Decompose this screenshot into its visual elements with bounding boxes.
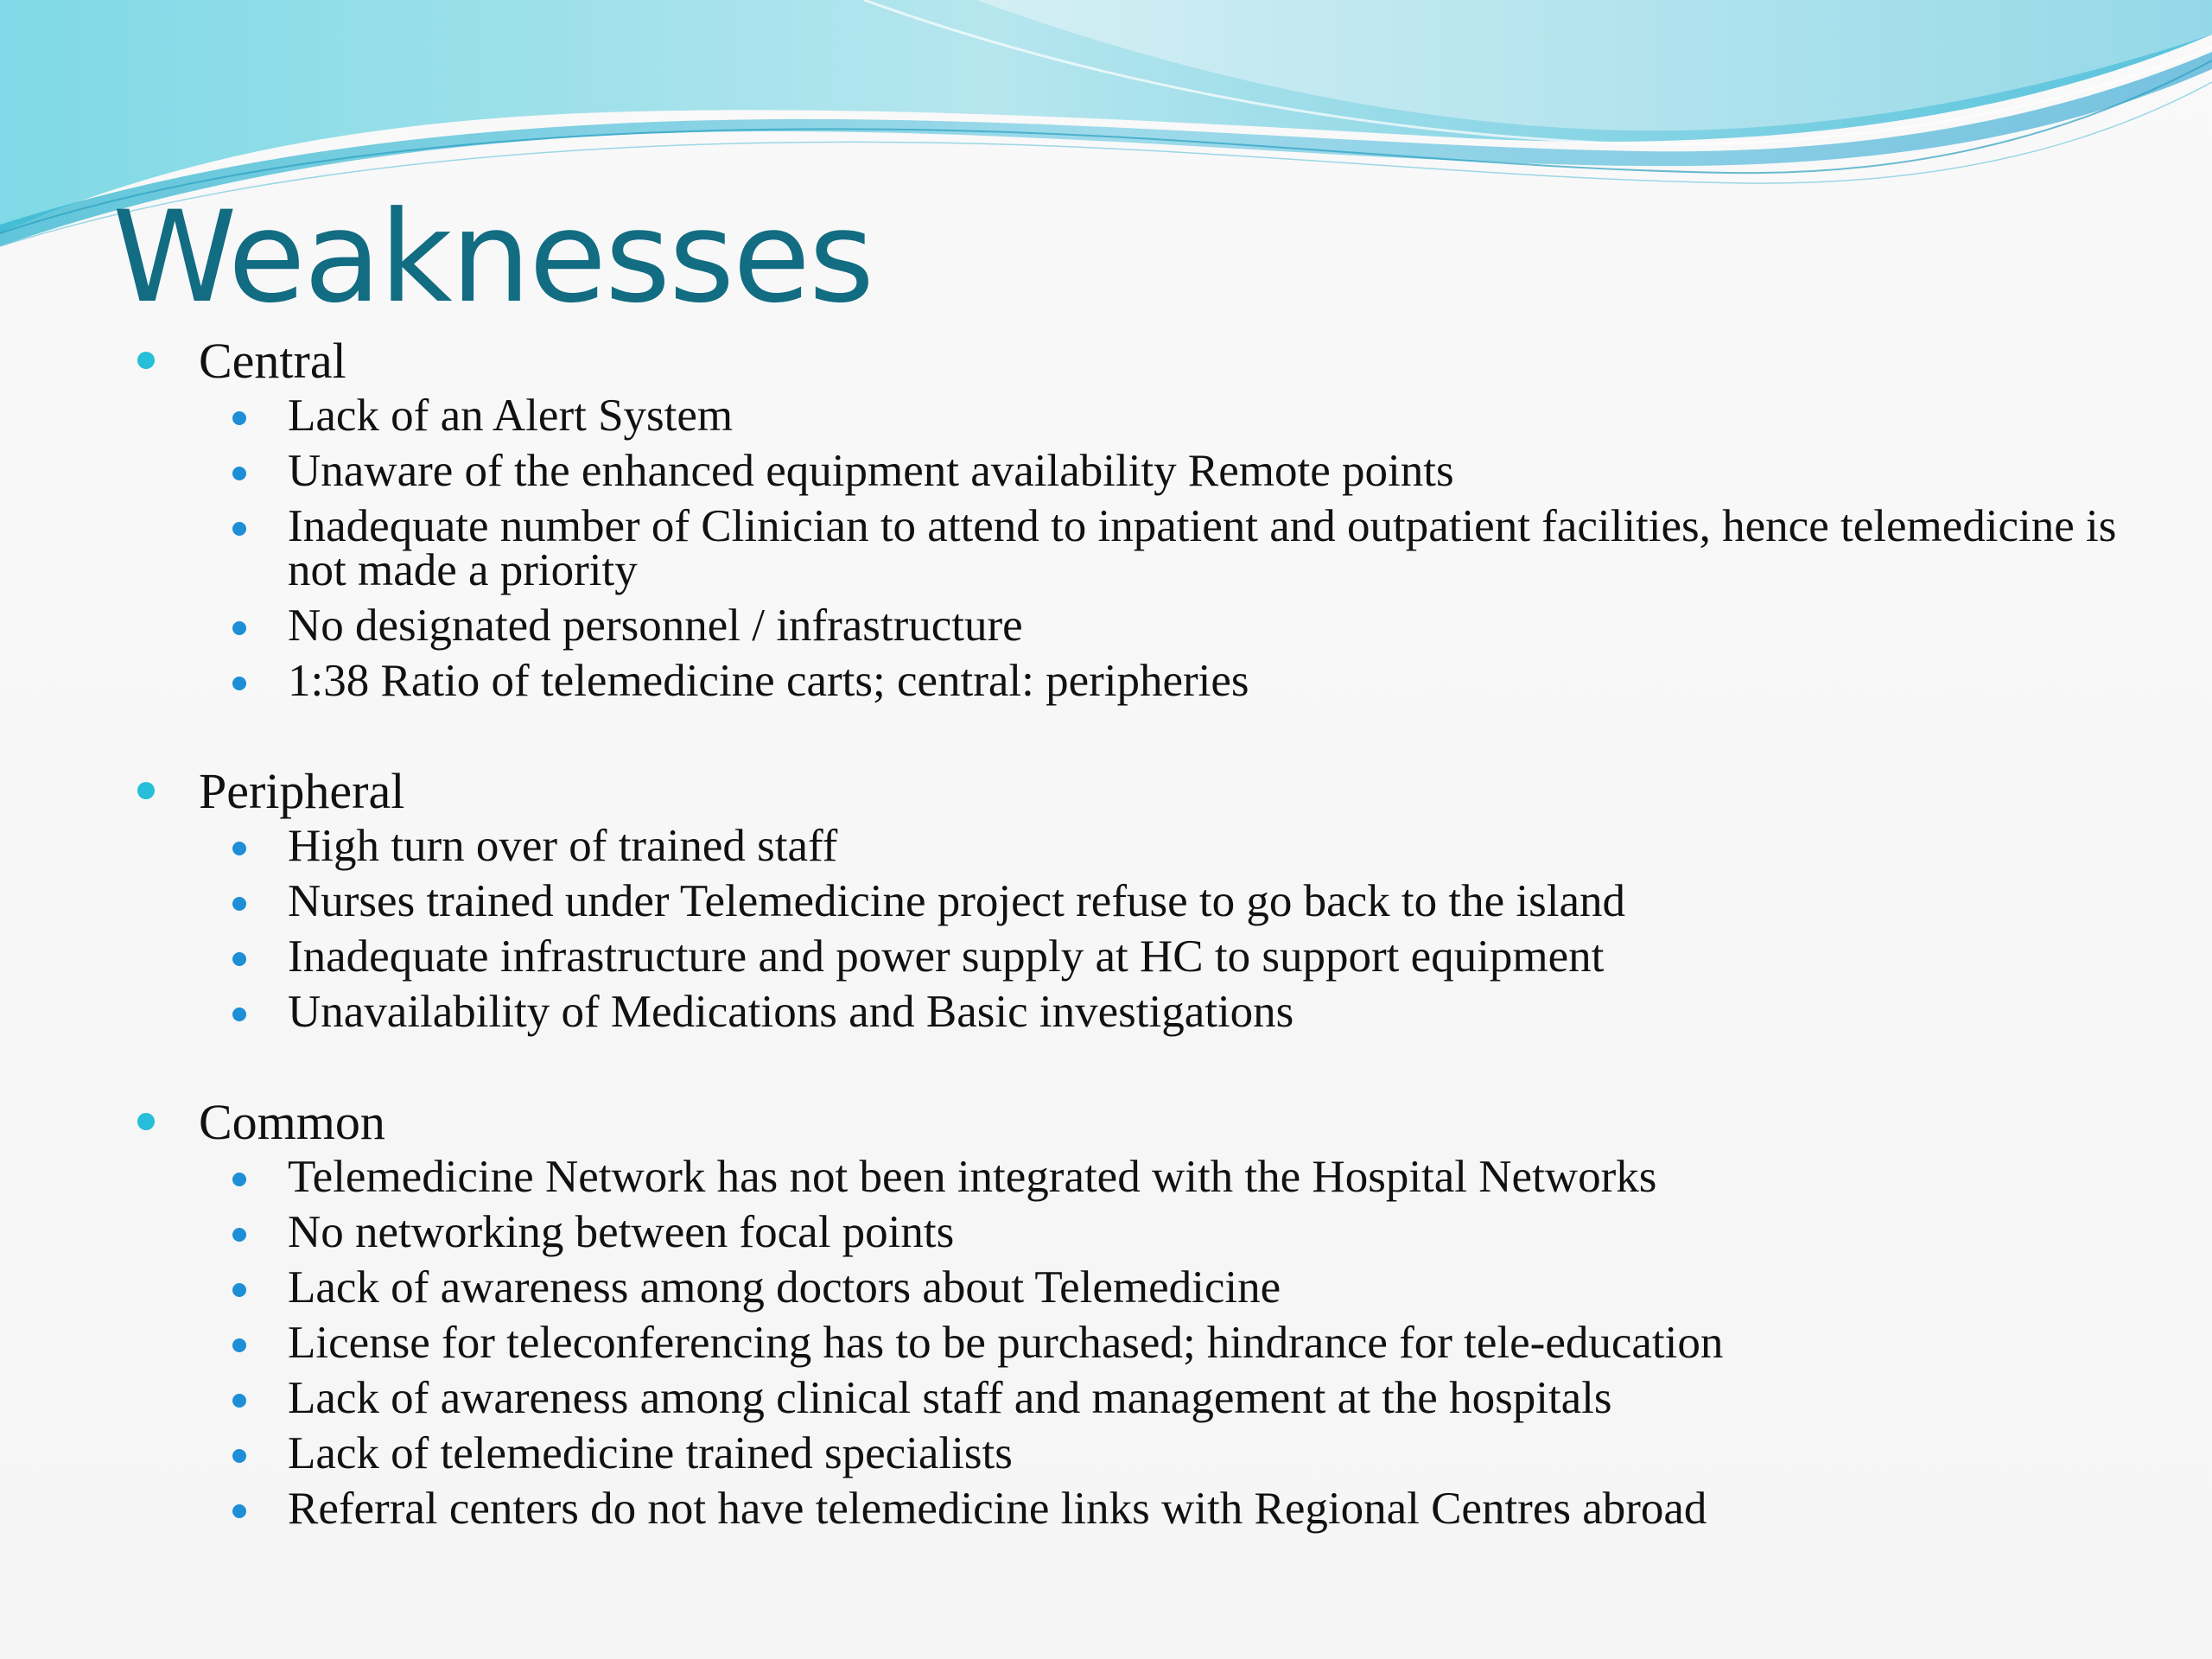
section-heading-text: Peripheral [199,763,405,819]
section-heading-text: Common [199,1094,385,1150]
list-item: Inadequate number of Clinician to attend to inpatient and outpatient facilities, hence telemedicine is not made a priority [130,505,2117,593]
section-central [130,332,2117,706]
section-peripheral [130,762,2117,1037]
list-item: 1:38 Ratio of telemedicine carts; central: peripheries [130,659,2117,703]
sub-bullet-icon [232,842,246,855]
section-heading [130,332,2117,391]
list-item: No designated personnel / infrastructure [130,604,2117,648]
sub-bullet-icon [232,1394,246,1408]
slide-title: Weaknesses [112,184,874,331]
section-heading-text: Central [199,333,346,389]
sub-bullet-icon [232,1173,246,1186]
sub-bullet-icon [232,1283,246,1297]
sub-bullet-icon [232,522,246,536]
sub-bullet-icon [232,1449,246,1463]
sub-bullet-icon [232,411,246,425]
list-item: Lack of awareness among doctors about Telemedicine [130,1266,2117,1310]
list-item: Telemedicine Network has not been integrated with the Hospital Networks [130,1155,2117,1199]
bullet-content [130,332,2117,1534]
list-item: High turn over of trained staff [130,824,2117,868]
list-item: Unaware of the enhanced equipment availability Remote points [130,449,2117,493]
sub-bullet-icon [232,897,246,911]
sub-bullet-icon [232,1228,246,1242]
sub-bullet-list [130,391,2117,706]
sub-bullet-icon [232,952,246,966]
section-common [130,1093,2117,1534]
bullet-icon [137,782,155,799]
sub-bullet-list [130,1152,2117,1534]
section-heading [130,762,2117,821]
list-item: Unavailability of Medications and Basic investigations [130,990,2117,1034]
list-item: Inadequate infrastructure and power supply at HC to support equipment [130,935,2117,979]
list-item: No networking between focal points [130,1211,2117,1255]
list-item: Nurses trained under Telemedicine project refuse to go back to the island [130,880,2117,924]
sub-bullet-icon [232,1504,246,1518]
list-item: Lack of awareness among clinical staff and management at the hospitals [130,1376,2117,1421]
sub-bullet-icon [232,621,246,635]
list-item: License for teleconferencing has to be purchased; hindrance for tele-education [130,1321,2117,1365]
sub-bullet-icon [232,1007,246,1021]
sub-bullet-icon [232,467,246,480]
bullet-icon [137,1113,155,1130]
sub-bullet-icon [232,677,246,690]
sub-bullet-icon [232,1338,246,1352]
sub-bullet-list [130,821,2117,1037]
section-heading [130,1093,2117,1152]
list-item: Lack of an Alert System [130,394,2117,438]
bullet-icon [137,352,155,369]
list-item: Referral centers do not have telemedicine links with Regional Centres abroad [130,1487,2117,1531]
list-item: Lack of telemedicine trained specialists [130,1432,2117,1476]
